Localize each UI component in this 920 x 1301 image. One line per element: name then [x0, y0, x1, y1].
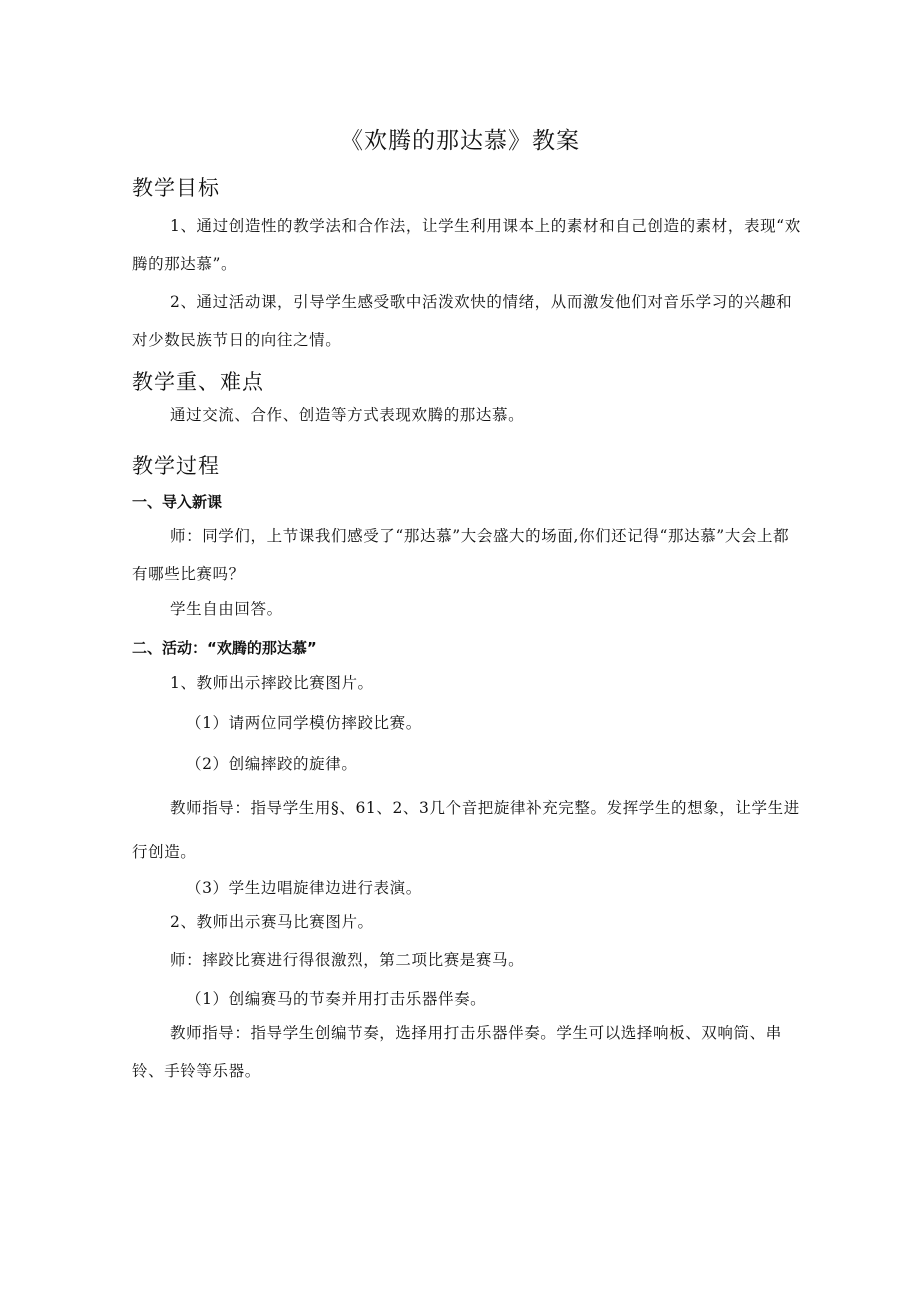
goal-paragraph-1: 1、通过创造性的教学法和合作法，让学生利用课本上的素材和自己创造的素材，表现“欢腾的那达慕”。 [132, 217, 801, 273]
document-title: 《欢腾的那达慕》教案 [340, 128, 580, 154]
activity-item-2-1: （1）创编赛马的节奏并用打击乐器伴奏。 [186, 990, 487, 1008]
intro-student-paragraph: 学生自由回答。 [170, 600, 283, 618]
key-points-paragraph: 通过交流、合作、创造等方式表现欢腾的那达慕。 [170, 406, 525, 424]
activity-item-1: 1、教师出示摔跤比赛图片。 [170, 674, 374, 692]
teacher-line-2: 师：摔跤比赛进行得很激烈，第二项比赛是赛马。 [170, 951, 525, 969]
teacher-guidance-1: 教师指导：指导学生用§、61、2、3几个音把旋律补充完整。发挥学生的想象，让学生进行创造。 [132, 799, 800, 861]
activity-item-2: 2、教师出示赛马比赛图片。 [170, 913, 374, 931]
goal-paragraph-2: 2、通过活动课，引导学生感受歌中活泼欢快的情绪，从而激发他们对音乐学习的兴趣和对少数民族节日的向往之情。 [132, 293, 793, 349]
subheading-introduction: 一、导入新课 [132, 493, 223, 511]
activity-item-1-1: （1）请两位同学模仿摔跤比赛。 [186, 714, 422, 732]
intro-teacher-paragraph: 师：同学们，上节课我们感受了“那达慕”大会盛大的场面,你们还记得“那达慕”大会上都有哪些比赛吗？ [132, 527, 790, 583]
heading-teaching-goals: 教学目标 [132, 176, 220, 200]
heading-key-points: 教学重、难点 [132, 370, 264, 394]
subheading-activity: 二、活动：“欢腾的那达慕” [132, 639, 317, 657]
heading-teaching-process: 教学过程 [132, 454, 220, 478]
teacher-guidance-2: 教师指导：指导学生创编节奏，选择用打击乐器伴奏。学生可以选择响板、双响筒、串铃、手铃等乐器。 [132, 1024, 782, 1080]
activity-item-1-3: （3）学生边唱旋律边进行表演。 [186, 879, 422, 897]
activity-item-1-2: （2）创编摔跤的旋律。 [186, 755, 358, 773]
